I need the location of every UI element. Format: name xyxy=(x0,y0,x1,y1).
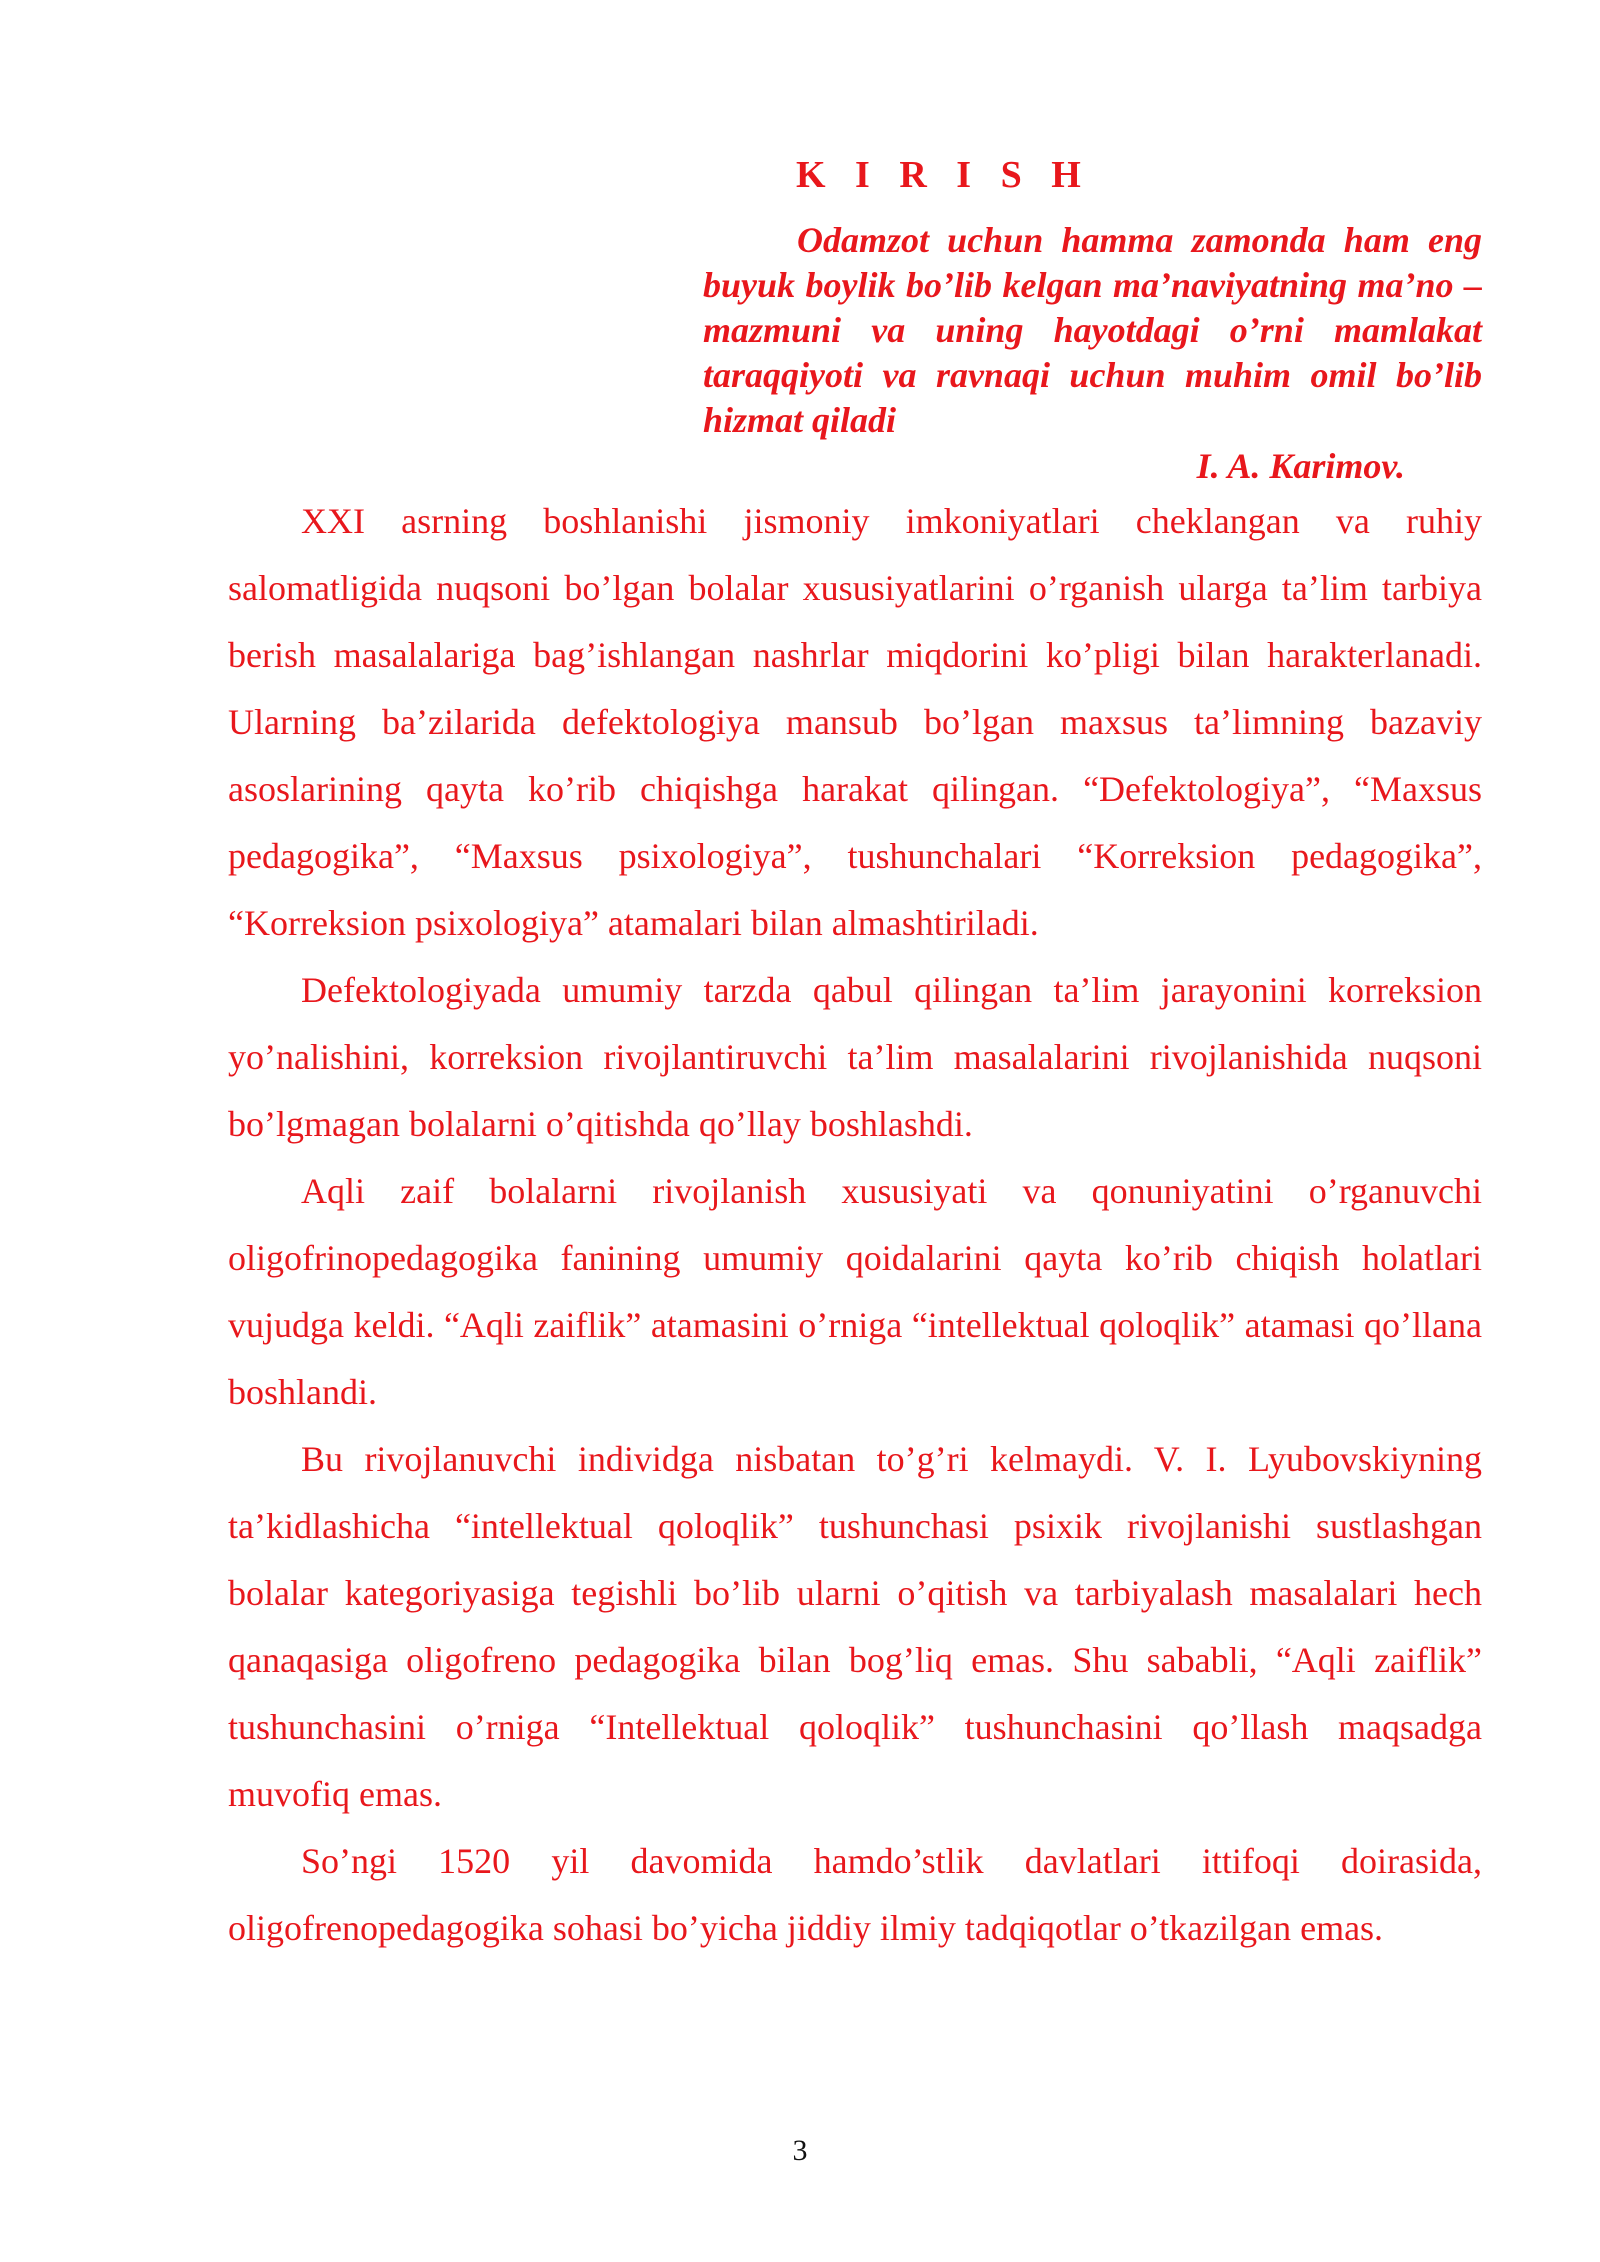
paragraph: So’ngi 1520 yil davomida hamdo’stlik davlatlari ittifoqi doirasida, oligofrenopedagogika sohasi bo’yicha jiddiy ilmiy tadqiqotlar o’tkazilgan emas. xyxy=(228,1841,1482,1948)
paragraph: Defektologiyada umumiy tarzda qabul qilingan ta’lim jarayonini korreksion yo’nalishini, korreksion rivojlantiruvchi ta’lim masalalarini rivojlanishida nuqsoni bo’lgmagan bolalarni o’qitishda qo’llay boshlashdi. xyxy=(228,970,1482,1144)
epigraph-author: I. A. Karimov. xyxy=(1196,446,1405,486)
paragraph: XXI asrning boshlanishi jismoniy imkoniyatlari cheklangan va ruhiy salomatligida nuqsoni bo’lgan bolalar xususiyatlarini o’rganish ularga ta’lim tarbiya berish masalalariga bag’ishlangan nashrlar miqdorini ko’pligi bilan harakterlanadi. Ularning ba’zilarida defektologiya mansub bo’lgan maxsus ta’limning bazaviy asoslarining qayta ko’rib chiqishga harakat qilingan. “Defektologiya”, “Maxsus pedagogika”, “Maxsus psixologiya”, tushunchalari “Korreksion pedagogika”, “Korreksion psixologiya” atamalari bilan almashtiriladi. xyxy=(228,501,1482,943)
epigraph-quote: Odamzot uchun hamma zamonda ham eng buyuk boylik bo’lib kelgan ma’naviyatning ma’no – mazmuni va uning hayotdagi o’rni mamlakat taraqqiyoti va ravnaqi uchun muhim omil bo’lib hizmat qiladi xyxy=(703,220,1482,440)
section-heading: K I R I S H xyxy=(796,154,1091,196)
paragraph: Aqli zaif bolalarni rivojlanish xususiyati va qonuniyatini o’rganuvchi oligofrinopedagogika fanining umumiy qoidalarini qayta ko’rib chiqish holatlari vujudga keldi. “Aqli zaiflik” atamasini o’rniga “intellektual qoloqlik” atamasi qo’llana boshlandi. xyxy=(228,1171,1482,1412)
body-text xyxy=(228,488,1482,1962)
paragraph: Bu rivojlanuvchi individga nisbatan to’g’ri kelmaydi. V. I. Lyubovskiyning ta’kidlashicha “intellektual qoloqlik” tushunchasi psixik rivojlanishi sustlashgan bolalar kategoriyasiga tegishli bo’lib ularni o’qitish va tarbiyalash masalalari hech qanaqasiga oligofreno pedagogika bilan bog’liq emas. Shu sababli, “Aqli zaiflik” tushunchasini o’rniga “Intellektual qoloqlik” tushunchasini qo’llash maqsadga muvofiq emas. xyxy=(228,1439,1482,1814)
page-number: 3 xyxy=(792,2134,808,2167)
